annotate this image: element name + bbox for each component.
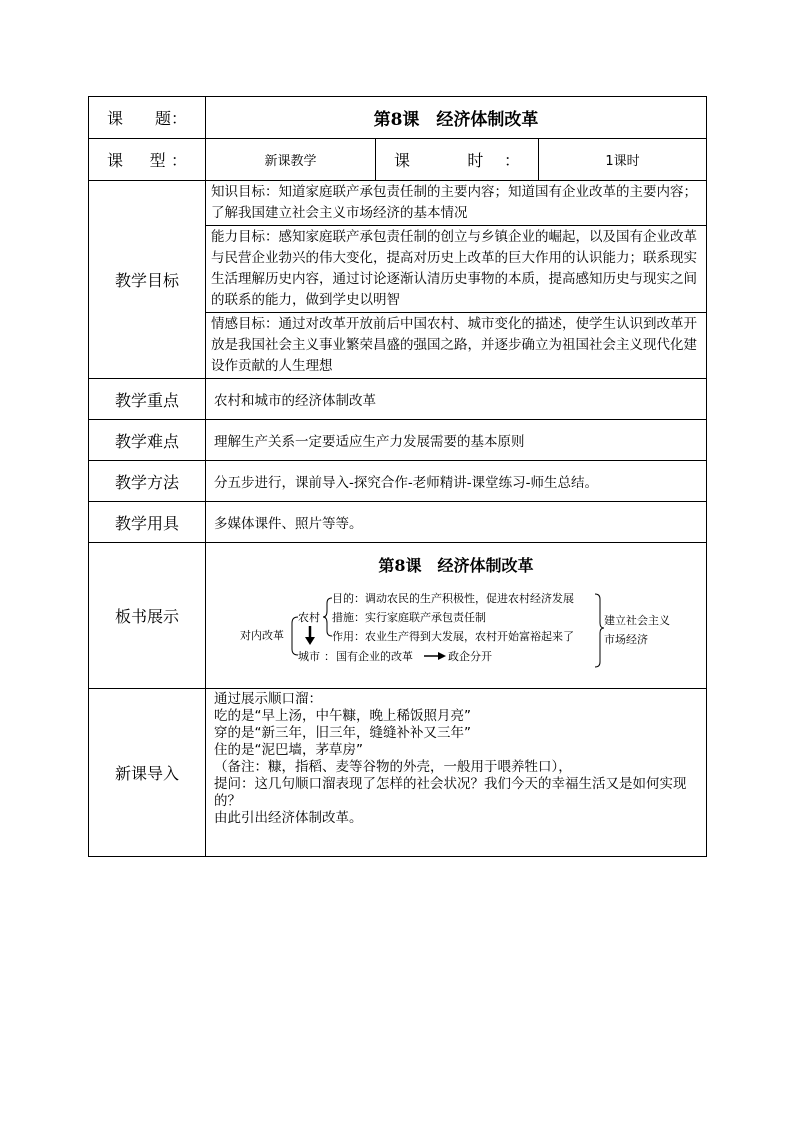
objectives-label: 教学目标 bbox=[89, 181, 206, 379]
methods-value: 分五步进行，课前导入-探究合作-老师精讲-课堂练习-师生总结。 bbox=[206, 461, 707, 502]
intro-line: 由此引出经济体制改革。 bbox=[214, 810, 363, 826]
key-points-label: 教学重点 bbox=[89, 379, 206, 420]
intro-content bbox=[206, 689, 707, 857]
board-city: 城市 bbox=[298, 650, 320, 663]
board-city-colon: ： bbox=[324, 650, 335, 663]
board-diagram bbox=[206, 590, 706, 670]
board-title: 第8课 经济体制改革 bbox=[378, 556, 534, 575]
intro-line: 住的是“泥巴墙，茅草房” bbox=[214, 742, 363, 758]
intro-line: 通过展示顺口溜： bbox=[214, 691, 322, 707]
board-label: 板书展示 bbox=[89, 543, 206, 689]
board-goal: 目的：调动农民的生产积极性，促进农村经济发展 bbox=[332, 592, 574, 605]
tools-value: 多媒体课件、照片等等。 bbox=[206, 502, 707, 543]
board-city-result: 政企分开 bbox=[448, 650, 492, 663]
board-effect: 作用：农业生产得到大发展，农村开始富裕起来了 bbox=[332, 630, 574, 643]
emotion-objective: 情感目标：通过对改革开放前后中国农村、城市变化的描述，使学生认识到改革开放是我国社会主义事业繁荣昌盛的强国之路，并逐步确立为祖国社会主义现代化建设作贡献的人生理想 bbox=[206, 313, 707, 379]
board-measure: 措施：实行家庭联产承包责任制 bbox=[332, 611, 486, 624]
lesson-title: 第8课 经济体制改革 bbox=[206, 97, 707, 139]
ability-objective: 能力目标：感知家庭联产承包责任制的创立与乡镇企业的崛起，以及国有企业改革与民营企业勃兴的伟大变化，提高对历史上改革的巨大作用的认识能力；联系现实生活理解历史内容，通过讨论逐渐认清历史事物的本质，提高感知历史与现实之间的联系的能力，做到学史以明智 bbox=[206, 226, 707, 313]
intro-line: 吃的是“早上汤，中午糠，晚上稀饭照月亮” bbox=[214, 708, 471, 724]
type-value: 新课教学 bbox=[206, 139, 376, 181]
intro-label: 新课导入 bbox=[89, 689, 206, 857]
arrow-right-icon bbox=[438, 652, 446, 660]
arrow-down-icon bbox=[305, 637, 315, 645]
knowledge-objective: 知识目标：知道家庭联产承包责任制的主要内容；知道国有企业改革的主要内容；了解我国建立社会主义市场经济的基本情况 bbox=[206, 181, 707, 226]
intro-line: 提问：这几句顺口溜表现了怎样的社会状况？我们今天的幸福生活又是如何实现的？ bbox=[214, 776, 687, 809]
intro-line: 穿的是“新三年，旧三年，缝缝补补又三年” bbox=[214, 725, 471, 741]
difficulties-label: 教学难点 bbox=[89, 420, 206, 461]
intro-line: （备注：糠，指稻、麦等谷物的外壳，一般用于喂养牲口）， bbox=[214, 759, 572, 775]
time-label: 课 时： bbox=[376, 139, 539, 181]
difficulties-value: 理解生产关系一定要适应生产力发展需要的基本原则 bbox=[206, 420, 707, 461]
board-brace-outcome bbox=[595, 594, 604, 667]
methods-label: 教学方法 bbox=[89, 461, 206, 502]
type-label: 课 型： bbox=[89, 139, 206, 181]
board-root: 对内改革 bbox=[240, 629, 284, 642]
board-cell bbox=[206, 543, 707, 689]
key-points-value: 农村和城市的经济体制改革 bbox=[206, 379, 707, 420]
board-outcome-line2: 市场经济 bbox=[604, 633, 648, 646]
board-brace-rural bbox=[323, 598, 332, 636]
board-city-reform: 国有企业的改革 bbox=[336, 650, 413, 663]
board-rural: 农村 bbox=[298, 611, 320, 624]
lesson-plan-table bbox=[88, 96, 707, 857]
topic-label: 课 题： bbox=[89, 97, 206, 139]
time-value: 1课时 bbox=[539, 139, 707, 181]
board-outcome-line1: 建立社会主义 bbox=[604, 614, 670, 627]
tools-label: 教学用具 bbox=[89, 502, 206, 543]
